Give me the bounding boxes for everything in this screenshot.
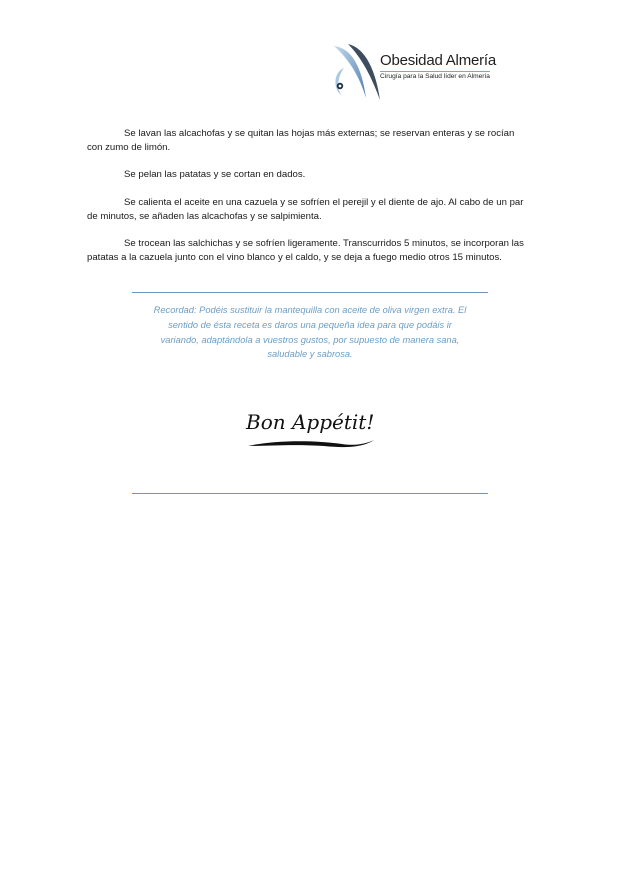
logo-subtitle: Cirugía para la Salud líder en Almería — [380, 73, 490, 80]
note-line: Recordad: Podéis sustituir la mantequilla con aceite de oliva virgen extra. El — [153, 305, 467, 315]
flourish-icon — [244, 410, 384, 458]
top-divider — [132, 292, 488, 293]
instruction-paragraph: Se lavan las alcachofas y se quitan las hojas más externas; se reservan enteras y se rocían con zumo de limón. — [87, 128, 515, 154]
logo — [322, 38, 522, 110]
note-line: variando, adaptándola a vuestros gustos, por supuesto de manera sana, — [160, 334, 460, 345]
recipe-note — [128, 303, 492, 362]
recipe-instructions — [87, 127, 530, 278]
instruction-paragraph: Se pelan las patatas y se cortan en dados. — [124, 169, 306, 181]
instruction-paragraph: Se calienta el aceite en una cazuela y se sofríen el perejil y el diente de ajo. Al cabo de un par de minutos, se añaden las alcachofas y se salpimienta. — [87, 196, 524, 222]
bottom-divider — [132, 493, 488, 494]
instruction-paragraph: Se trocean las salchichas y se sofríen ligeramente. Transcurridos 5 minutos, se incorporan las patatas a la cazuela junto con el vino blanco y el caldo, y se deja a fuego medio otros 15 minutos. — [87, 238, 524, 264]
logo-mark-icon — [322, 38, 382, 110]
signature — [244, 410, 384, 458]
note-line: saludable y sabrosa. — [267, 349, 353, 360]
signature-text: Bon Appétit! — [246, 410, 375, 434]
logo-title: Obesidad Almería — [380, 52, 497, 69]
note-line: sentido de ésta receta es daros una pequeña idea para que podáis ir — [168, 319, 452, 330]
